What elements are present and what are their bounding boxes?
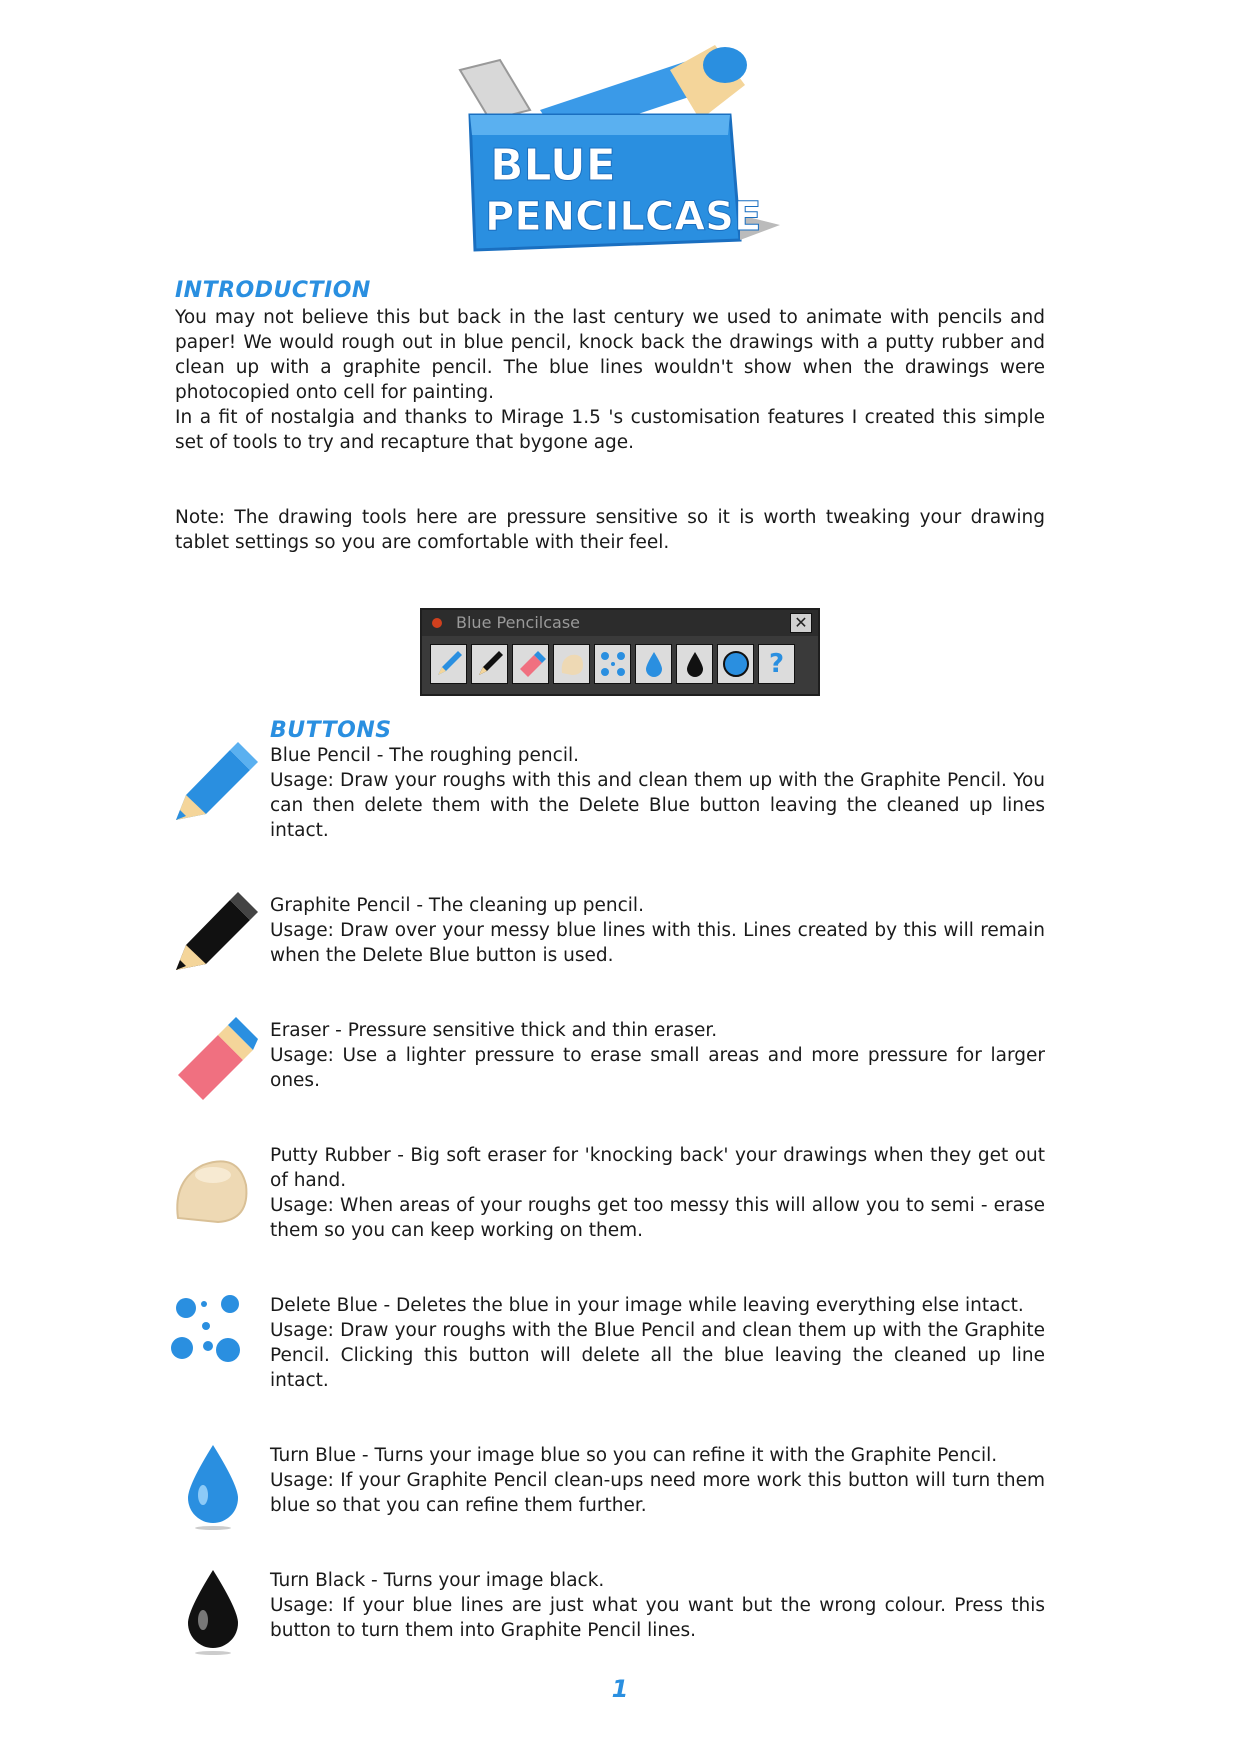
- entry-title: Putty Rubber - Big soft eraser for 'knocking back' your drawings when they get out of hand.: [270, 1145, 1045, 1191]
- blue-pencil-description: [270, 743, 1045, 843]
- black-drop-icon: [680, 649, 710, 679]
- entry-title: Blue Pencil - The roughing pencil.: [270, 745, 579, 766]
- blue-drop-icon: [168, 1440, 258, 1530]
- blue-circle-icon: [721, 649, 751, 679]
- introduction-heading: INTRODUCTION: [175, 278, 371, 303]
- entry-title: Delete Blue - Deletes the blue in your image while leaving everything else intact.: [270, 1295, 1024, 1316]
- toolbar-title: Blue Pencilcase: [456, 613, 581, 632]
- entry-title: Eraser - Pressure sensitive thick and thin eraser.: [270, 1020, 718, 1041]
- eraser-description: [270, 1018, 1045, 1093]
- turn-black-description: [270, 1568, 1045, 1643]
- toolbar-help-button[interactable]: [758, 644, 795, 684]
- logo-line2: PENCILCASE: [485, 194, 762, 240]
- toolbar-title-bar[interactable]: [422, 610, 818, 636]
- toolbar-graphite-pencil-button[interactable]: [471, 644, 508, 684]
- entry-usage: Usage: Draw your roughs with this and clean them up with the Graphite Pencil. You can then delete them with the Delete Blue button leaving the cleaned up lines intact.: [270, 770, 1045, 841]
- delete-blue-description: [270, 1293, 1045, 1393]
- help-icon: ?: [768, 649, 785, 679]
- delete-blue-splash-icon: [168, 1290, 258, 1380]
- blue-pencil-icon: [168, 740, 258, 830]
- logo-line1: BLUE: [490, 140, 616, 191]
- toolbar-circle-button[interactable]: [717, 644, 754, 684]
- graphite-pencil-icon: [168, 890, 258, 980]
- putty-rubber-icon: [557, 649, 587, 679]
- entry-title: Turn Black - Turns your image black.: [270, 1570, 605, 1591]
- intro-paragraph-1: You may not believe this but back in the last century we used to animate with pencils and paper! We would rough out in blue pencil, knock back the drawings with a putty rubber and clean up with a graphite pencil. The blue lines wouldn't show when the drawings were photocopied onto cell for painting.: [175, 307, 1045, 403]
- entry-title: Graphite Pencil - The cleaning up pencil.: [270, 895, 644, 916]
- blue-pencilcase-logo: [440, 40, 800, 270]
- turn-blue-description: [270, 1443, 1045, 1518]
- blue-drop-icon: [639, 649, 669, 679]
- introduction-text: [175, 305, 1045, 455]
- toolbar-delete-blue-button[interactable]: [594, 644, 631, 684]
- buttons-heading: BUTTONS: [270, 718, 392, 743]
- delete-blue-icon: [598, 649, 628, 679]
- page-number: 1: [611, 1675, 629, 1703]
- entry-usage: Usage: If your Graphite Pencil clean-ups need more work this button will turn them blue so that you can refine them further.: [270, 1470, 1045, 1516]
- entry-title: Turn Blue - Turns your image blue so you can refine it with the Graphite Pencil.: [270, 1445, 998, 1466]
- toolbar-turn-blue-button[interactable]: [635, 644, 672, 684]
- putty-rubber-description: [270, 1143, 1045, 1243]
- blue-pencilcase-toolbar: [420, 608, 820, 696]
- close-button[interactable]: ✕: [790, 613, 812, 633]
- toolbar-blue-pencil-button[interactable]: [430, 644, 467, 684]
- toolbar-putty-rubber-button[interactable]: [553, 644, 590, 684]
- eraser-icon: [168, 1015, 258, 1105]
- entry-usage: Usage: If your blue lines are just what you want but the wrong colour. Press this button to turn them into Graphite Pencil lines.: [270, 1595, 1045, 1641]
- entry-usage: Usage: When areas of your roughs get too messy this will allow you to semi - erase them so you can keep working on them.: [270, 1195, 1045, 1241]
- black-drop-icon: [168, 1565, 258, 1655]
- entry-usage: Usage: Draw your roughs with the Blue Pencil and clean them up with the Graphite Pencil. Clicking this button will delete all the blue leaving the cleaned up line intact.: [270, 1320, 1045, 1391]
- putty-rubber-icon: [168, 1140, 258, 1230]
- toolbar-turn-black-button[interactable]: [676, 644, 713, 684]
- entry-usage: Usage: Use a lighter pressure to erase small areas and more pressure for larger ones.: [270, 1045, 1045, 1091]
- note-paragraph: Note: The drawing tools here are pressure sensitive so it is worth tweaking your drawing tablet settings so you are comfortable with their feel.: [175, 507, 1045, 553]
- graphite-pencil-description: [270, 893, 1045, 968]
- toolbar-eraser-button[interactable]: [512, 644, 549, 684]
- graphite-pencil-icon: [475, 649, 505, 679]
- entry-usage: Usage: Draw over your messy blue lines with this. Lines created by this will remain when the Delete Blue button is used.: [270, 920, 1045, 966]
- eraser-icon: [516, 649, 546, 679]
- intro-paragraph-2: In a fit of nostalgia and thanks to Mirage 1.5 's customisation features I created this simple set of tools to try and recapture that bygone age.: [175, 407, 1045, 453]
- blue-pencil-icon: [434, 649, 464, 679]
- note-text: [175, 505, 1045, 555]
- window-dot-icon: [432, 618, 442, 628]
